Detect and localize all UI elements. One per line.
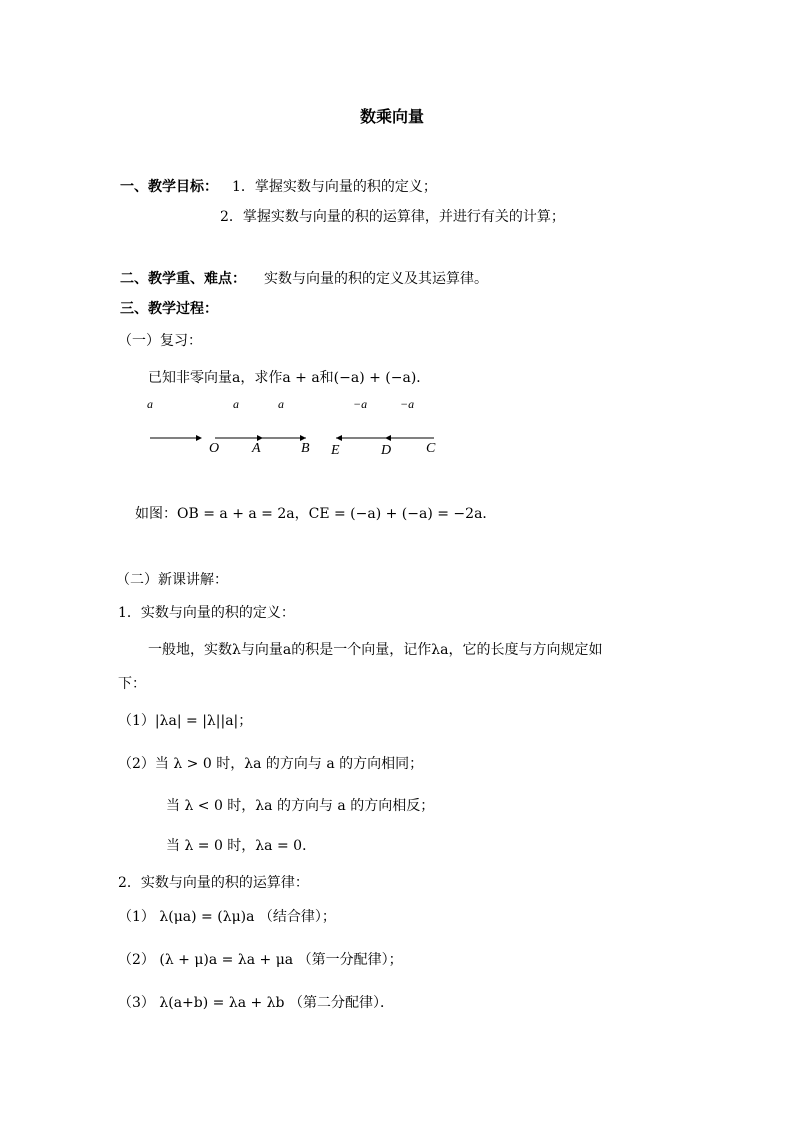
vector-cd-arrowhead (385, 435, 391, 441)
review-example: 如图：OB = a + a = 2a，CE = (−a) + (−a) = −2a． (135, 506, 497, 522)
goal-1: 1．掌握实数与向量的积的定义； (232, 179, 437, 195)
definition-line-1: 一般地，实数λ与向量a的积是一个向量，记作λa，它的长度与方向规定如 (148, 642, 603, 658)
point-a: A (252, 441, 261, 456)
vector-a-arrowhead (196, 435, 202, 441)
goal-2: 2．掌握实数与向量的积的运算律，并进行有关的计算； (220, 209, 565, 225)
definition-line-2: 下： (118, 676, 146, 692)
vector-label-a: a (147, 397, 153, 411)
goals-heading: 一、教学目标： (120, 179, 218, 195)
point-o: O (209, 441, 220, 456)
definition-title: 1．实数与向量的积的定义： (118, 605, 295, 621)
vector-label-a-3: a (278, 397, 284, 411)
point-b: B (301, 441, 310, 456)
review-line: 已知非零向量a，求作a + a和(−a) + (−a)． (148, 370, 431, 386)
law-2: （2） (λ + μ)a = λa + μa （第一分配律）； (118, 952, 403, 968)
review-heading: （一）复习： (118, 333, 202, 349)
point-c: C (426, 441, 436, 456)
vector-de-arrowhead (336, 435, 342, 441)
process-heading: 三、教学过程： (120, 301, 218, 317)
vector-label-neg-a: −a (353, 397, 368, 411)
rule-2: （2）当 λ > 0 时，λa 的方向与 a 的方向相同； (118, 756, 424, 772)
law-1: （1） λ(μa) = (λμ)a （结合律）； (118, 909, 336, 925)
point-d: D (381, 443, 392, 458)
page-title: 数乘向量 (360, 107, 425, 126)
new-lesson-heading: （二）新课讲解： (116, 572, 228, 588)
rule-3: 当 λ < 0 时，λa 的方向与 a 的方向相反； (166, 798, 435, 814)
rule-4: 当 λ = 0 时，λa = 0． (166, 838, 317, 854)
point-e: E (331, 443, 340, 458)
vector-label-neg-a-2: −a (400, 397, 415, 411)
laws-title: 2．实数与向量的积的运算律： (118, 875, 309, 891)
vector-diagram (140, 428, 460, 464)
vector-label-a-2: a (233, 397, 239, 411)
key-points-heading: 二、教学重、难点： (120, 271, 246, 287)
law-3: （3） λ(a+b) = λa + λb （第二分配律）． (118, 995, 394, 1011)
key-points-text: 实数与向量的积的定义及其运算律。 (264, 271, 488, 287)
rule-1: （1）|λa| = |λ||a|； (118, 713, 253, 729)
